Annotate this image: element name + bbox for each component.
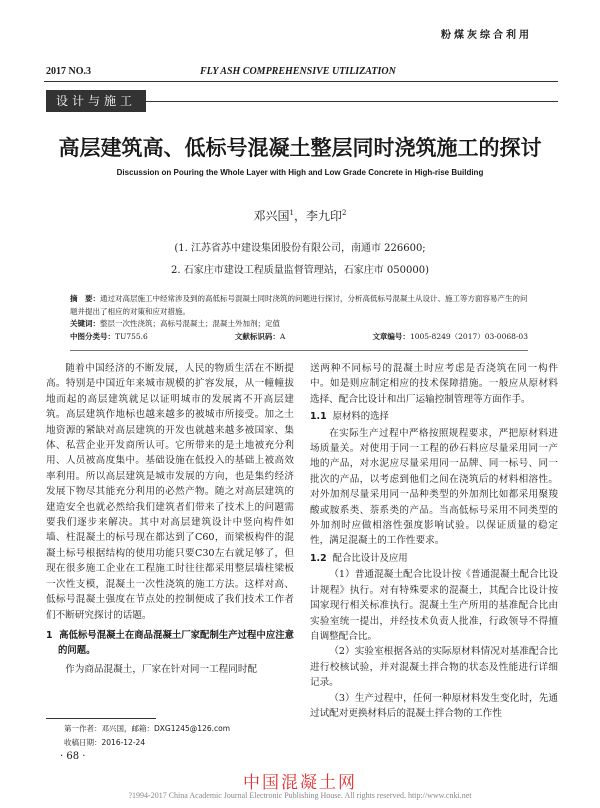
body-paragraph: （2）实验室根据各站的实际原材料情况对基准配合比进行校核试验，并对混凝土拌合物的状态及性能进行详细记录。 <box>310 646 558 689</box>
doc-code: A <box>279 332 286 341</box>
affiliations <box>0 238 600 282</box>
body-column-right <box>310 361 558 721</box>
body-paragraph: 在实际生产过程中严格按照规程要求，严把原材料进场质量关。对使用于同一工程的砂石料应尽量采用同一产地的产品，对水泥应尽量采用同一品牌、同一标号、同一批次的产品，以考虑到他们之间在浇筑后的材料相溶性。对外加剂尽量采用同一品种类型的外加剂比如都采用聚羧酸或胺系类、萘系类的产品。当高低标号采用不同类型的外加剂时应做相溶性强度影响试验。以保证质量的稳定性，满足混凝土的工作性要求。 <box>310 427 558 547</box>
body-paragraph: 送两种不同标号的混凝土时应考虑是否浇筑在同一构件中。如是则应制定相应的技术保障措施。一般应从原材料选择、配合比设计和出厂运输控制管理等方面作手。 <box>310 363 558 405</box>
paper-title-en: Discussion on Pouring the Whole Layer with High and Low Grade Concrete in High-rise Building <box>116 168 484 177</box>
author-line <box>0 207 600 224</box>
article-no: 1005-8249（2017）03-0068-03 <box>409 332 528 341</box>
issue-number: 2017 NO.3 <box>46 66 91 77</box>
abstract-label: 摘 要： <box>70 294 100 303</box>
body-paragraph: （3）生产过程中，任何一种原材料发生变化时，先通过试配对更换材料后的混凝土拌合物的工作性 <box>310 692 558 719</box>
heading-text: 配合比设计及应用 <box>332 552 408 564</box>
section-heading-1 <box>46 628 294 658</box>
keywords-label: 关键词： <box>70 319 100 328</box>
affiliation-1: (1. 江苏省苏中建设集团股份有限公司，南通市 226600; <box>174 243 426 254</box>
keywords-row <box>70 318 528 329</box>
section-tag: 设计与施工 <box>46 90 146 112</box>
section-heading-1-2 <box>310 551 558 566</box>
body-column-left <box>46 361 294 677</box>
article-no-label: 文章编号： <box>372 332 410 341</box>
abstract-text: 通过对高层施工中经常涉及到的高低标号混凝土同时浇筑的问题进行探讨，分析高低标号混凝土从设计、施工等方面容易产生的问题并提出了相应的对策和应对措施。 <box>70 294 528 316</box>
heading-text: 原材料的选择 <box>332 411 389 423</box>
section-heading-1-1 <box>310 409 558 424</box>
body-paragraph: 作为商品混凝土，厂家在针对同一工程同时配 <box>65 663 258 675</box>
header-rule <box>44 81 558 82</box>
watermark-text: 中国混凝土网 <box>243 773 357 793</box>
copyright-line: ?1994-2017 China Academic Journal Electronic Publishing House. All rights reserved. http://www.cnki.net <box>128 791 472 800</box>
footnote-received: 收稿日期：2016-12-24 <box>64 738 146 747</box>
paper-title: 高层建筑高、低标号混凝土整层同时浇筑施工的探讨 <box>58 136 542 160</box>
heading-number: 1.2 <box>310 552 327 564</box>
affiliation-2: 2. 石家庄市建设工程质量监督管理站，石家庄市 050000) <box>171 265 429 276</box>
author-1: 邓兴国 <box>253 209 290 223</box>
author-separator: ， <box>293 209 306 223</box>
heading-number: 1 <box>46 629 53 641</box>
heading-text: 高低标号混凝土在商品混凝土厂家配制生产过程中应注意的问题。 <box>58 629 294 656</box>
classification-row <box>70 331 528 342</box>
author-2: 李九印 <box>306 209 343 223</box>
footnote-author: 第一作者：邓兴国，邮箱：DXG1245@126.com <box>64 724 231 733</box>
heading-number: 1.1 <box>310 411 327 423</box>
clc-code: TU755.6 <box>115 332 148 341</box>
author-2-affil: 2 <box>342 209 347 217</box>
footnote-rule <box>46 718 156 719</box>
doc-code-label: 文献标识码： <box>234 332 280 341</box>
page-number: · 68 · <box>60 751 86 762</box>
journal-name-cn: 粉煤灰综合利用 <box>441 30 532 41</box>
body-paragraph: （1）普通混凝土配合比设计按《普通混凝土配合比设计规程》执行。对有特殊要求的混凝土，其配合比设计按国家现行相关标准执行。混凝土生产所用的基准配合比由实验室统一提出，并经技术负责人批准，行政领导不得擅自调整配合比。 <box>310 569 558 642</box>
section-rule <box>146 101 558 102</box>
body-paragraph: 随着中国经济的不断发展，人民的物质生活在不断提高。特别是中国近年来城市规模的扩容发展，从一幢幢拔地而起的高层建筑就足以证明城市的发展离不开高层建筑。高层建筑作地标也越来越多的被城市所接受。加之土地资源的紧缺对高层建筑的开发也就越来越多被国家、集体、私营企业开发商所认可。它所带来的是土地被充分利用、人员被高度集中。基础设施在低投入的基础上被高效率利用。所以高层建筑是城市发展的方向，也是集约经济发展下物尽其能充分利用的必然产物。随之对高层建筑的建造安全也就必然给我们建筑者们带来了技术上的问题需要我们逐步来解决。其中对高层建筑设计中竖向构件如墙、柱混凝土的标号现在都达到了C60，而梁板构件的混凝土标号根据结构的使用功能只要C30左右就足够了，但现在很多施工企业在工程施工时往往都采用整层墙柱梁板一次性支模，混凝土一次性浇筑的施工方法。这样对高、低标号混凝土强度在节点处的控制便成了我们技术工作者们不断研究探讨的话题。 <box>46 363 294 621</box>
journal-name-en: FLY ASH COMPREHENSIVE UTILIZATION <box>200 66 396 77</box>
keywords: 整层一次性浇筑；高标号混凝土；混凝土外加剂；定值 <box>100 319 280 328</box>
abstract-rule <box>70 350 528 351</box>
abstract <box>70 292 528 318</box>
clc-label: 中图分类号： <box>70 332 115 341</box>
abstract-block <box>70 292 528 318</box>
author-1-affil: 1 <box>289 209 294 217</box>
